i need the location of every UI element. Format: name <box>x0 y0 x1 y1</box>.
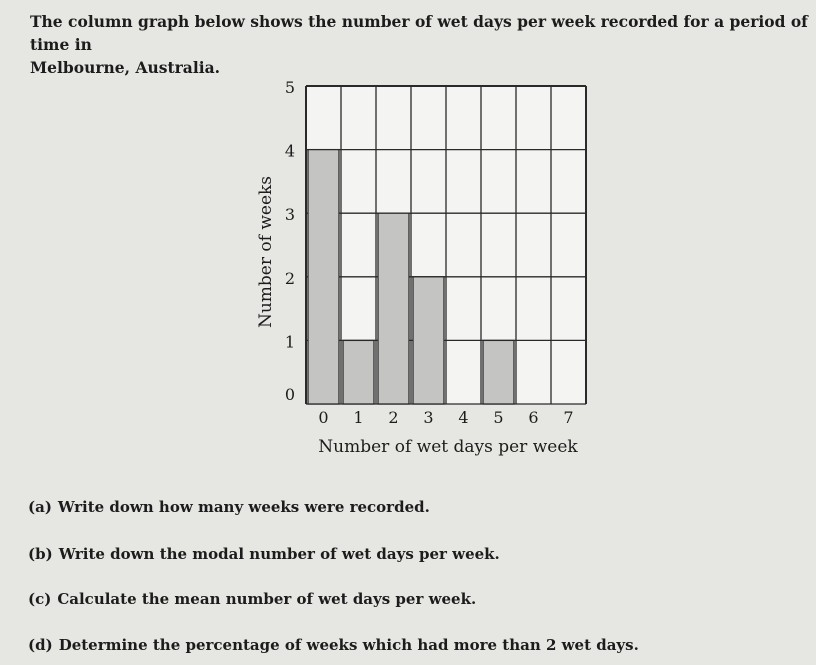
question-c-text: Calculate the mean number of wet days per week. <box>57 590 477 608</box>
bar-3 <box>413 277 444 404</box>
x-tick-label: 7 <box>563 408 574 427</box>
x-tick-label: 6 <box>528 408 539 427</box>
question-a <box>28 498 430 516</box>
x-tick-label: 4 <box>458 408 469 427</box>
x-tick-label: 2 <box>388 408 399 427</box>
bar-5 <box>483 340 514 404</box>
question-b-label: (b) <box>28 545 53 563</box>
bar-2 <box>378 213 409 404</box>
question-d-label: (d) <box>28 636 53 654</box>
bar-1 <box>343 340 374 404</box>
question-d-text: Determine the percentage of weeks which had more than 2 wet days. <box>58 636 639 654</box>
y-tick-label: 0 <box>284 385 295 404</box>
y-tick-label: 4 <box>284 141 295 161</box>
question-a-text: Write down how many weeks were recorded. <box>57 498 430 516</box>
question-a-label: (a) <box>28 498 52 516</box>
intro-line-1: The column graph below shows the number of wet days per week recorded for a period of time in <box>30 12 808 54</box>
x-axis-label: Number of wet days per week <box>318 437 578 457</box>
bar-0 <box>308 150 339 404</box>
y-tick-label: 2 <box>284 268 295 288</box>
x-tick-label: 0 <box>318 408 329 427</box>
x-tick-label: 1 <box>353 408 364 427</box>
question-c-label: (c) <box>28 590 52 608</box>
y-axis-label: Number of weeks <box>256 175 276 329</box>
y-tick-label: 5 <box>284 78 295 97</box>
x-tick-label: 3 <box>423 408 434 427</box>
question-d <box>28 636 639 654</box>
question-b-text: Write down the modal number of wet days per week. <box>58 545 500 563</box>
x-tick-label: 5 <box>493 408 504 427</box>
y-tick-label: 1 <box>284 332 295 352</box>
question-c <box>28 590 476 608</box>
question-b <box>28 545 500 563</box>
intro-line-2: Melbourne, Australia. <box>30 58 221 77</box>
y-tick-label: 3 <box>284 205 295 225</box>
